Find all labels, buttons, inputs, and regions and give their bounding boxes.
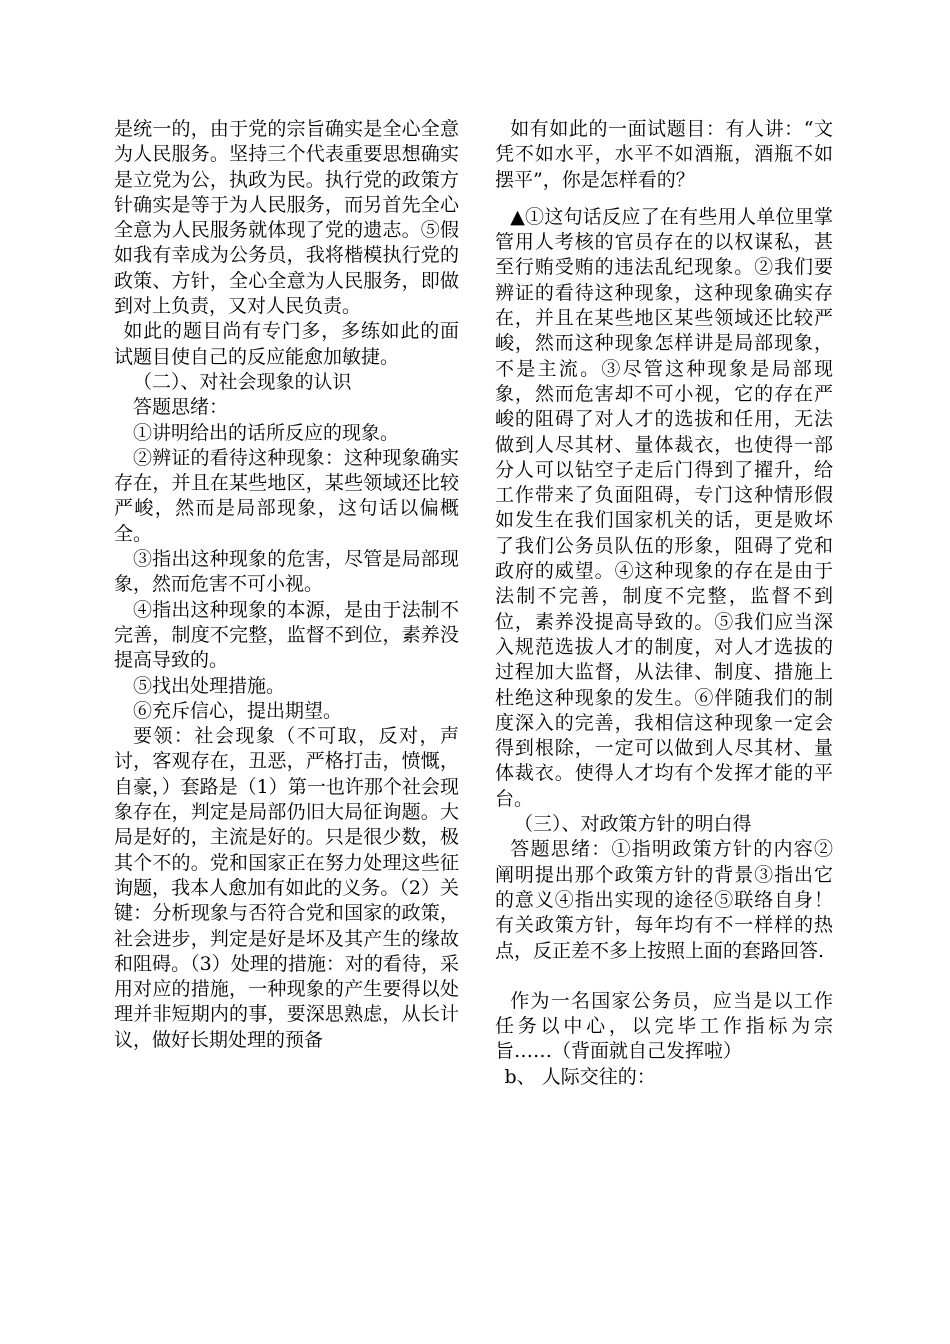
list-item: ④指出这种现象的本源，是由于法制不完善，制度不完整，监督不到位，素养没提高导致的。 — [114, 598, 459, 672]
paragraph: 答题思绪： — [133, 396, 229, 419]
list-item: ①讲明给出的话所反应的现象。 — [133, 421, 400, 444]
paragraph: 是统一的，由于党的宗旨确实是全心全意为人民服务。坚持三个代表重要思想确实是立党为公，执政为民。执行党的政策方针确实是等于为人民服务，而另首先全心全意为人民服务就体现了党的遗志。⑤假如我有幸成为公务员，我将楷模执行党的政策、方针，全心全意为人民服务，即做到对上负责，又对人民负责。 — [114, 118, 459, 318]
spacer — [495, 964, 833, 989]
paragraph: 答题思绪：①指明政策方针的内容②阐明提出那个政策方针的背景③指出它的意义④指出实现的途径⑤联络自身！有关政策方针，每年均有不一样样的热点，反正差不多上按照上面的套路回答. — [495, 838, 833, 962]
list-item: ③指出这种现象的危害，尽管是局部现象，然而危害不可小视。 — [114, 548, 459, 596]
paragraph: ▲①这句话反应了在有些用人单位里掌管用人考核的官员存在的以权谋私，甚至行贿受贿的违法乱纪现象。②我们要辨证的看待这种现象，这种现象确实存在，并且在某些地区某些领域还比较严峻，然而这种现象怎样讲是局部现象，不是主流。③尽管这种现象是局部现象，然而危害却不可小视，它的存在严峻的阻碍了对人才的选拔和任用，无法做到人尽其材、量体裁衣，也使得一部分人可以钻空子走后门得到了擢升，给工作带来了负面阻碍，专门这种情形假如发生在我们国家机关的话，更是败坏了我们公务员队伍的形象，阻碍了党和政府的威望。④这种现象的存在是由于法制不完善，制度不完整，监督不到位，素养没提高导致的。⑤我们应当深入规范选拔人才的制度，对人才选拔的过程加大监督，从法律、制度、措施上杜绝这种现象的发生。⑥伴随我们的制度深入的完善，我相信这种现象一定会得到根除，一定可以做到人尽其材、量体裁衣。使得人才均有个发挥才能的平台。 — [495, 205, 833, 810]
spacer — [495, 193, 833, 205]
paragraph: 如此的题目尚有专门多，多练如此的面试题目使自己的反应能愈加敏捷。 — [114, 320, 459, 368]
list-item: ②辨证的看待这种现象：这种现象确实存在，并且在某些地区，某些领域还比较严峻，然而是局部现象，这句话以偏概全。 — [114, 446, 459, 545]
list-item: ⑤找出处理措施。 — [133, 674, 286, 697]
paragraph: 要领：社会现象（不可取，反对，声讨，客观存在，丑恶，严格打击，愤慨，自豪，）套路是（1）第一也许那个社会现象存在，判定是局部仍旧大局征询题。大局是好的，主流是好的。只是很少数，极其个不的。党和国家正在努力处理这些征询题，我本人愈加有如此的义务。（2）关键：分析现象与否符合党和国家的政策，社会进步，判定是好是坏及其产生的缘故和阻碍。（3）处理的措施：对的看待，采用对应的措施，一种现象的产生要得以处理并非短期内的事，要深思熟虑，从长计议，做好长期处理的预备 — [114, 725, 459, 1051]
right-column — [495, 117, 833, 1090]
list-item: ⑥充斥信心，提出期望。 — [133, 699, 343, 722]
paragraph: 作为一名国家公务员，应当是以工作任务以中心，以完毕工作指标为宗旨……（背面就自己发挥啦） — [495, 989, 833, 1063]
paragraph: 如有如此的一面试题目：有人讲：“文凭不如水平，水平不如酒瓶，酒瓶不如摆平”，你是怎样看的？ — [495, 118, 833, 191]
section-heading: （二）、对社会现象的认识 — [133, 370, 352, 393]
section-heading: （三）、对政策方针的明白得 — [514, 813, 752, 836]
section-heading: b、 人际交往的： — [504, 1065, 656, 1088]
left-column — [114, 117, 459, 1053]
